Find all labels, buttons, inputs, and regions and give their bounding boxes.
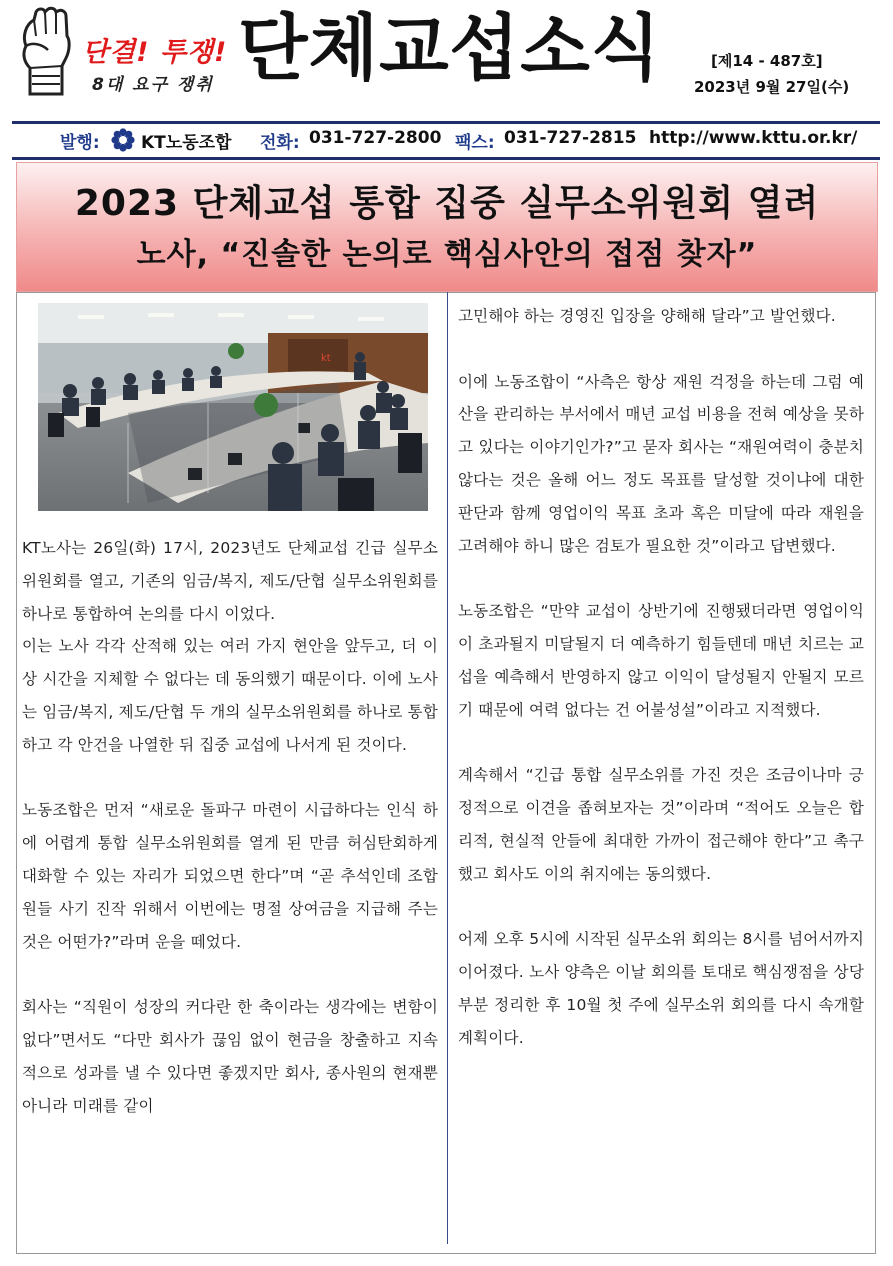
newsletter-title: 단체교섭소식 bbox=[238, 6, 662, 90]
slogan-line2: 8대 요구 쟁취 bbox=[92, 75, 214, 95]
slogan-line1: 단결! 투쟁! bbox=[82, 37, 228, 68]
article-paragraph: 이에 노동조합이 “사측은 항상 재원 걱정을 하는데 그럼 예산을 관리하는 부서에서 매년 교섭 비용을 전혀 예상을 못하고 있다는 이야기인가?”고 묻자 회사는 “재원여력이 충분치 않다는 것은 올해 어느 정도 목표를 달성할 것이냐에 대한 판단과 함께 영업이익 목표 초과 혹은 미달에 따라 재원을 고려해야 하니 많은 검토가 필요한 것”이라고 답변했다. bbox=[458, 372, 864, 555]
masthead bbox=[0, 0, 893, 122]
website-link[interactable]: http://www.kttu.or.kr/ bbox=[649, 128, 858, 148]
meeting-photo bbox=[38, 303, 428, 511]
article-paragraph: 노동조합은 “만약 교섭이 상반기에 진행됐더라면 영업이익이 초과될지 미달될지 더 예측하기 힘들텐데 매년 치르는 교섭을 예측해서 반영하지 않고 이익이 달성될지 안될지 모르기 때문에 여력 없다는 건 어불성설”이라고 지적했다. bbox=[458, 602, 864, 719]
publisher-label: 발행: bbox=[60, 133, 100, 153]
article-paragraph: KT노사는 26일(화) 17시, 2023년도 단체교섭 긴급 실무소위원회를 열고, 기존의 임금/복지, 제도/단협 실무소위원회를 하나로 통합하여 논의를 다시 이었다. bbox=[22, 539, 438, 623]
article-right-column bbox=[458, 300, 864, 1054]
publisher-info-bar bbox=[12, 125, 880, 155]
article-paragraph: 노동조합은 먼저 “새로운 돌파구 마련이 시급하다는 인식 하에 어렵게 통합 실무소위원회를 열게 된 만큼 허심탄회하게 대화할 수 있는 자리가 되었으면 한다”며 “곧 추석인데 조합원들 사기 진작 위해서 이번에는 명절 상여금을 지급해 주는 것은 어떤가?”라며 운을 떼었다. bbox=[22, 801, 438, 951]
top-rule bbox=[12, 121, 880, 124]
headline-banner bbox=[16, 162, 878, 292]
article-paragraph: 이는 노사 각각 산적해 있는 여러 가지 현안을 앞두고, 더 이상 시간을 지체할 수 없다는 데 동의했기 때문이다. 이에 노사는 임금/복지, 제도/단협 두 개의 실무소위원회를 하나로 통합하고 각 안건을 나열한 뒤 집중 교섭에 나서게 된 것이다. bbox=[22, 637, 439, 754]
issue-date: 2023년 9월 27일(수) bbox=[694, 78, 850, 96]
article-paragraph: 고민해야 하는 경영진 입장을 양해해 달라”고 발언했다. bbox=[458, 307, 836, 325]
issue-number: [제14 - 487호] bbox=[711, 52, 823, 70]
headline-sub: 노사, “진솔한 논의로 핵심사안의 접점 찾자” bbox=[136, 237, 758, 272]
article-paragraph: 회사는 “직원이 성장의 커다란 한 축이라는 생각에는 변함이 없다”면서도 “다만 회사가 끊임 없이 현금을 창출하고 지속적으로 성과를 낼 수 있다면 좋겠지만 회사, 종사원의 현재뿐 아니라 미래를 같이 bbox=[22, 998, 438, 1115]
article-left-column bbox=[22, 532, 438, 1122]
column-divider bbox=[447, 292, 448, 1244]
union-logo-icon bbox=[111, 128, 135, 152]
publisher-name: KT노동조합 bbox=[141, 133, 232, 153]
wall-sign: kt bbox=[321, 353, 331, 364]
article-paragraph: 어제 오후 5시에 시작된 실무소위 회의는 8시를 넘어서까지 이어졌다. 노사 양측은 이날 회의를 토대로 핵심쟁점을 상당부분 정리한 후 10월 첫 주에 실무소위 회의를 다시 속개할 계획이다. bbox=[458, 930, 864, 1047]
raised-fist-icon bbox=[12, 6, 74, 96]
phone-number: 031-727-2800 bbox=[309, 128, 442, 148]
fax-label: 팩스: bbox=[455, 133, 495, 153]
headline-main: 2023 단체교섭 통합 집중 실무소위원회 열려 bbox=[74, 183, 820, 224]
fax-number: 031-727-2815 bbox=[504, 128, 637, 148]
phone-label: 전화: bbox=[260, 133, 300, 153]
article-paragraph: 계속해서 “긴급 통합 실무소위를 가진 것은 조금이나마 긍정적으로 이견을 좁혀보자는 것”이라며 “적어도 오늘은 합리적, 현실적 안들에 최대한 가까이 접근해야 한다”고 촉구했고 회사도 이의 취지에는 동의했다. bbox=[458, 766, 864, 883]
bottom-rule bbox=[12, 157, 880, 160]
